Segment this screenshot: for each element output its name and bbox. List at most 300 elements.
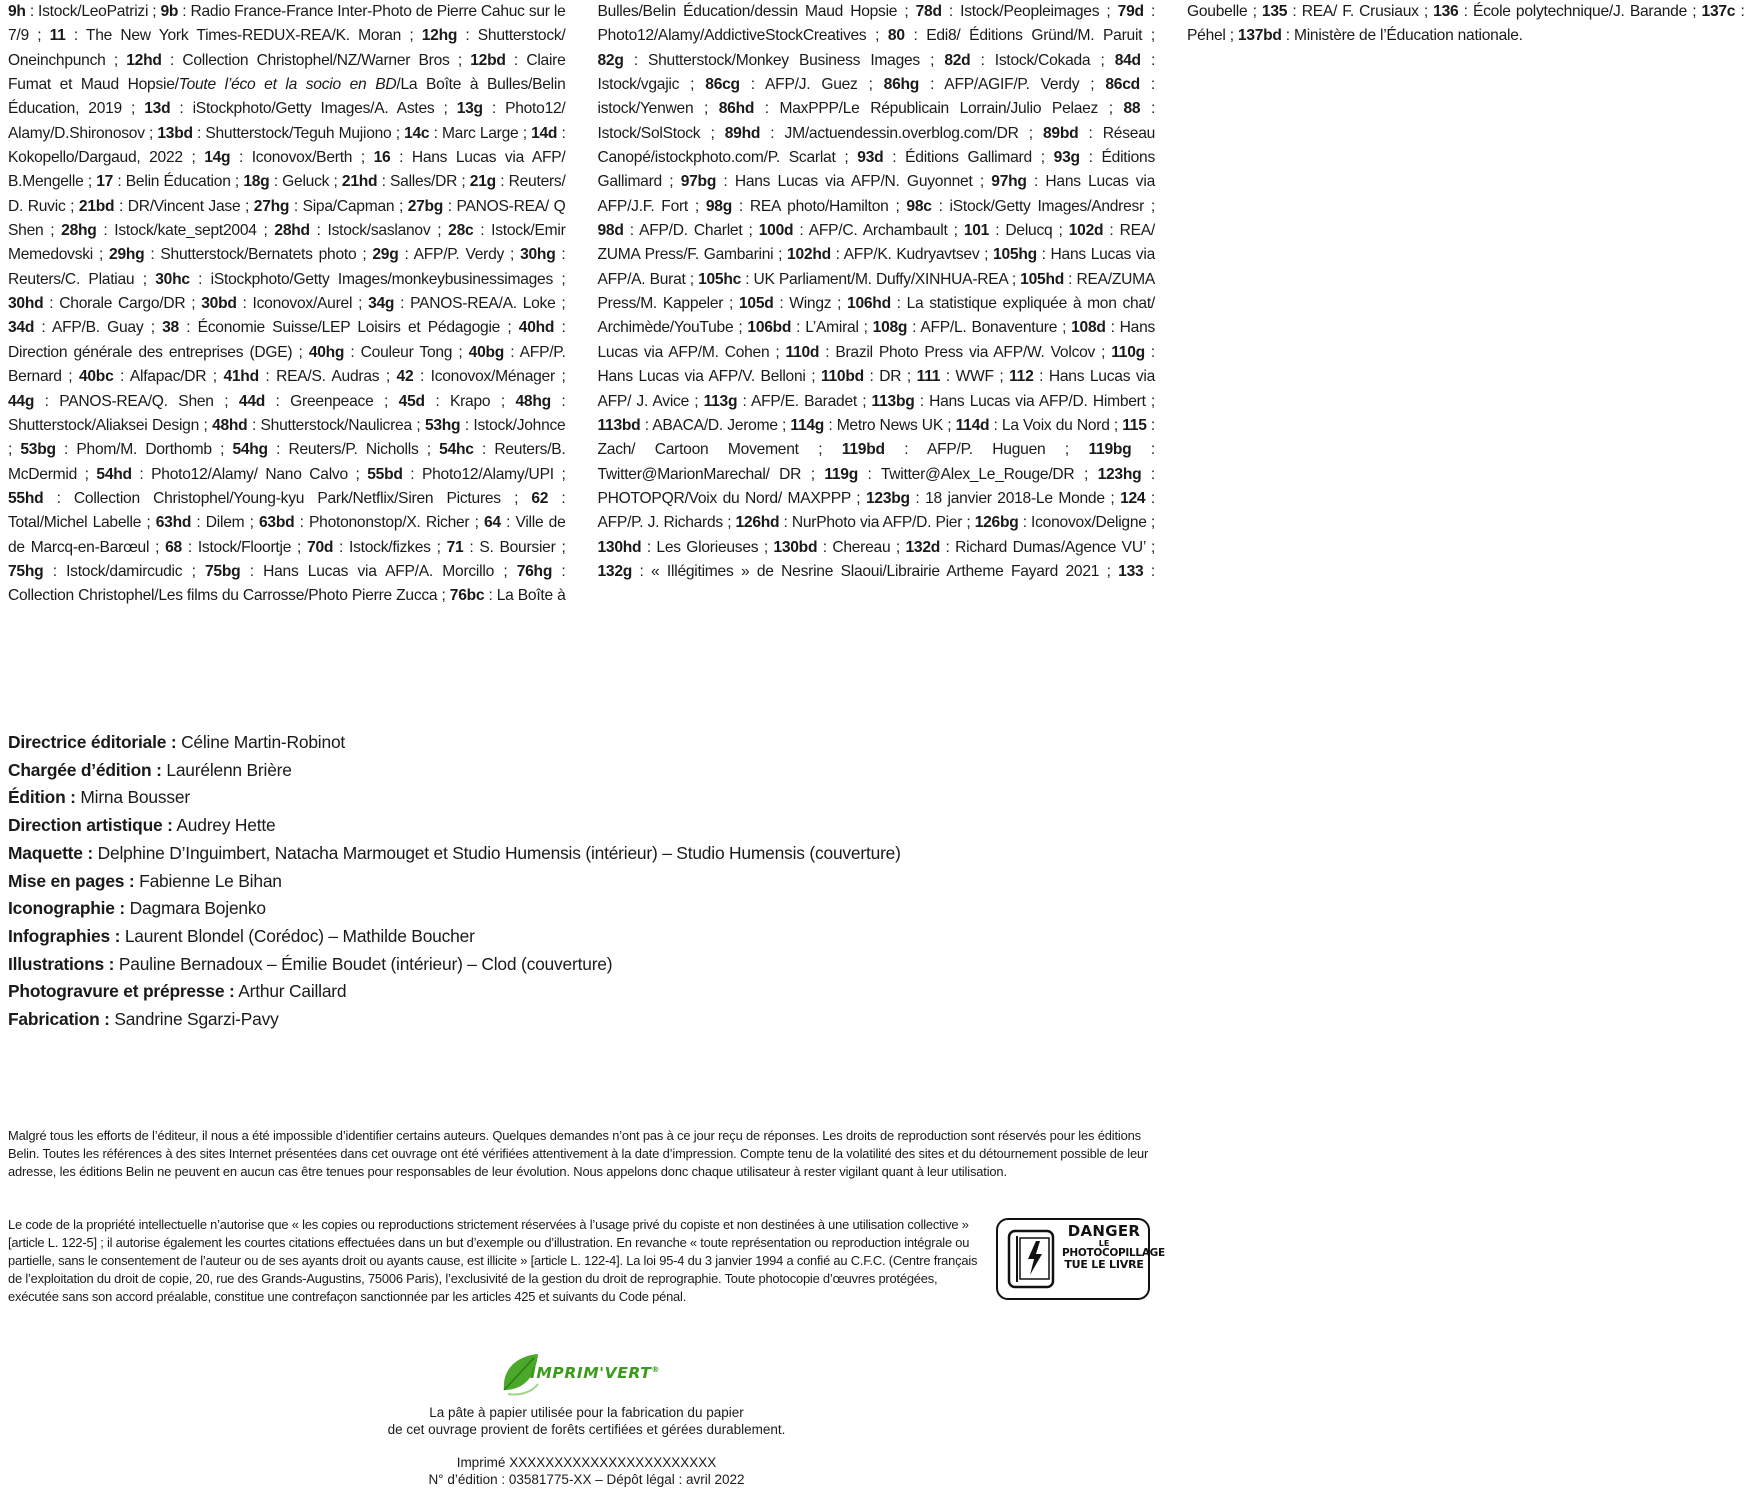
credit-source: Collection Christophel/Young-kyu Park/Netflix/Siren Pictures [73, 489, 501, 507]
credit-entry: 97hg : Hans Lucas via AFP/J.F. Fort [597, 173, 1155, 215]
credit-ref: 53bg [20, 441, 56, 459]
credit-entry: 86hg : AFP/AGIF/P. Verdy [883, 76, 1080, 94]
credit-source-suffix: /La Boîte à Bulles/Belin Éducation, 2019 [8, 76, 566, 118]
credit-entry: 18g : Geluck [243, 173, 330, 191]
staff-row [8, 978, 1158, 1006]
credit-source: Shutterstock/Monkey Business Images [647, 51, 920, 69]
credit-entry: 54hd : Photo12/Alamy/ Nano Calvo [96, 465, 348, 483]
credit-entry: 75bg : Hans Lucas via AFP/A. Morcillo [205, 562, 495, 580]
credit-source: Éditions Gallimard [905, 149, 1032, 167]
credit-ref: 111 [916, 368, 941, 386]
credit-ref: 105hg [993, 246, 1037, 264]
credit-entry: 42 : Iconovox/Ménager [396, 368, 555, 386]
credit-source: WWF [955, 368, 994, 386]
credit-ref: 113g [703, 392, 738, 410]
credit-entry: 132d : Richard Dumas/Agence VU’ [905, 538, 1146, 556]
credit-entry: 16 : Hans Lucas via AFP/ B.Mengelle [8, 149, 566, 191]
credit-source: Geluck [282, 173, 330, 191]
credit-ref: 40hg [308, 343, 345, 361]
credit-ref: 54hg [232, 441, 268, 459]
credit-entry: 135 : REA/ F. Crusiaux [1261, 3, 1419, 20]
credit-entry: 130bd : Chereau [773, 538, 891, 556]
credit-source: Alfapac/DR [129, 368, 207, 386]
credit-entry: 114d : La Voix du Nord [955, 416, 1110, 434]
credit-source: Éditions Gallimard [597, 149, 1155, 191]
credit-entry: 101 : Delucq [963, 222, 1053, 240]
credit-ref: 114g [790, 416, 825, 434]
credit-entry: 30hg : Reuters/C. Platiau [8, 246, 566, 288]
credit-source: REA/ZUMA Press/M. Kappeler [597, 270, 1156, 313]
staff-name: Céline Martin-Robinot [181, 732, 346, 752]
credit-entry: 48hg : Shutterstock/Aliaksei Design [8, 392, 566, 434]
credit-source: Iconovox/Aurel [252, 295, 353, 313]
staff-role: Chargée d’édition : [8, 759, 162, 780]
credit-source: PHOTOPQR/Voix du Nord/ MAXPPP [597, 489, 851, 507]
credit-entry: 40bc : Alfapac/DR [78, 368, 207, 386]
credit-ref: 55hd [8, 489, 44, 507]
photocopillage-logo [996, 1218, 1165, 1300]
credit-source: Delucq [1005, 222, 1053, 240]
danger-line-3: PHOTOCOPILLAGE [1062, 1247, 1165, 1260]
credit-entry: 110g : Hans Lucas via AFP/V. Belloni [597, 343, 1156, 386]
credit-entry: 9h : Istock/LeoPatrizi [8, 3, 149, 20]
credit-ref: 12hg [421, 27, 458, 45]
credit-source: Shutterstock/Naulicrea [260, 416, 412, 434]
credit-ref: 98c [906, 197, 932, 215]
credit-ref: 105hc [698, 270, 742, 288]
credit-source: UK Parliament/M. Duffy/XINHUA-REA [753, 270, 1008, 288]
credit-ref: 12hd [126, 51, 162, 69]
credit-ref: 76hg [516, 562, 553, 580]
credit-entry: 55hd : Collection Christophel/Young-kyu Park/Netflix/Siren Pictures [8, 489, 501, 507]
credit-source: Salles/DR [390, 173, 458, 191]
credit-ref: 82g [597, 51, 624, 69]
credit-source: REA/ F. Crusiaux [1301, 3, 1419, 20]
credit-source: AFP/B. Guay [51, 319, 144, 337]
credit-source: Istock/vgajic [597, 76, 680, 94]
staff-role: Édition : [8, 787, 76, 808]
credit-ref: 28hd [274, 222, 310, 240]
credit-entry: 113g : AFP/E. Baradet [703, 392, 857, 410]
credit-entry: 62 : Total/Michel Labelle [8, 489, 566, 532]
credit-entry: 106hd : La statistique expliquée à mon chat/ Archimède/YouTube [597, 295, 1156, 337]
credit-entry: 34d : AFP/B. Guay [8, 319, 144, 337]
credit-ref: 84d [1114, 51, 1141, 69]
credit-ref: 110d [785, 343, 820, 361]
registered-mark: ® [651, 1364, 661, 1374]
credit-ref: 27bg [407, 197, 444, 215]
credit-ref: 102hd [787, 246, 831, 264]
credit-source: Richard Dumas/Agence VU’ [955, 538, 1146, 556]
credit-entry: 84d : Istock/vgajic [597, 51, 1156, 94]
credit-ref: 86hd [718, 100, 755, 118]
credit-ref: 44d [238, 392, 266, 410]
credit-source: Direction générale des entreprises (DGE) [8, 343, 293, 361]
credit-ref: 9b [160, 3, 179, 20]
staff-name: Laurélenn Brière [166, 759, 292, 780]
credit-source: AFP/K. Kudryavtsev [843, 246, 980, 264]
credit-entry: 80 : Edi8/ Éditions Gründ/M. Paruit [887, 27, 1143, 45]
credit-ref: 40hd [518, 319, 555, 337]
credit-entry: 113bg : Hans Lucas via AFP/D. Himbert [871, 392, 1146, 410]
credit-ref: 68 [165, 538, 182, 556]
credit-source: Hans Lucas via AFP/M. Cohen [597, 319, 1156, 361]
credit-source: AFP/D. Charlet [639, 222, 743, 240]
credit-entry: 110bd : DR [820, 368, 902, 386]
credit-ref: 40bg [468, 343, 505, 361]
credit-ref: 100d [758, 222, 794, 240]
danger-line-4: TUE LE LIVRE [1064, 1258, 1144, 1272]
credit-ref: 106hd [847, 295, 891, 313]
credit-entry: 114g : Metro News UK [790, 416, 943, 434]
danger-line-2: LE [1098, 1238, 1110, 1248]
credit-entry: 82d : Istock/Cokada [944, 51, 1091, 69]
credit-entry: 136 : École polytechnique/J. Barande [1433, 3, 1688, 20]
staff-row [8, 868, 1158, 896]
credit-source: Photo12/Alamy/UPI [421, 465, 554, 483]
credit-ref: 97hg [991, 173, 1027, 191]
credit-ref: 75hg [8, 562, 44, 580]
credit-entry: 112 : Hans Lucas via AFP/ J. Avice [597, 368, 1156, 410]
credit-entry: 75hg : Istock/damircudic [8, 562, 183, 580]
credit-source: Photononstop/X. Richer [309, 514, 470, 532]
credit-source: Hans Lucas via AFP/V. Belloni [597, 368, 806, 386]
credit-entry: 28hd : Istock/saslanov [274, 222, 431, 240]
credit-ref: 133 [1118, 562, 1144, 580]
credit-entry: 63bd : Photononstop/X. Richer [258, 514, 470, 532]
credit-source: Greenpeace [290, 392, 374, 410]
credit-ref: 98g [705, 197, 732, 215]
credit-entry: 108d : Hans Lucas via AFP/M. Cohen [597, 319, 1156, 361]
credit-ref: 40bc [78, 368, 114, 386]
credit-entry: 14d : Kokopello/Dargaud, 2022 [8, 124, 566, 167]
staff-role: Direction artistique : [8, 815, 173, 836]
imprimvert-label [530, 1364, 660, 1382]
credit-entry: 53hg : Istock/Johnce [424, 416, 566, 434]
staff-row [8, 951, 1158, 979]
credit-source: Istock/kate_sept2004 [114, 222, 257, 240]
danger-text [1062, 1222, 1165, 1272]
credit-source: Collection Christophel/NZ/Warner Bros [182, 51, 450, 69]
credit-source: Photo12/ Alamy/D.Shironosov [8, 100, 566, 142]
staff-role: Fabrication : [8, 1009, 110, 1030]
credit-entry: 12hg : Shutterstock/ Oneinchpunch [8, 27, 566, 69]
photo-credits-section [8, 0, 1745, 612]
credit-source: Istock/Peopleimages [960, 3, 1100, 20]
credit-source: Twitter@Alex_Le_Rouge/DR [880, 465, 1075, 483]
credit-ref: 38 [162, 319, 179, 337]
credit-source: Shutterstock/Bernatets photo [160, 246, 357, 264]
credit-entry: 12hd : Collection Christophel/NZ/Warner Bros [126, 51, 450, 69]
credit-entry: 21hd : Salles/DR [341, 173, 458, 191]
staff-name: Laurent Blondel (Corédoc) – Mathilde Boucher [124, 925, 475, 946]
credit-entry: 13g : Photo12/ Alamy/D.Shironosov [8, 100, 566, 142]
credit-source: Phom/M. Dorthomb [76, 441, 212, 459]
credit-entry: 70d : Istock/fizkes [307, 538, 431, 556]
credit-entry: 40hd : Direction générale des entreprises (DGE) [8, 319, 566, 361]
credit-entry: 98c : iStock/Getty Images/Andresr [906, 197, 1145, 215]
credit-source: Dilem [205, 514, 245, 532]
credit-source: L’Amiral [805, 319, 859, 337]
credit-ref: 108g [872, 319, 908, 337]
credit-source: Total/Michel Labelle [8, 514, 142, 532]
credit-source: Istock/Cokada [994, 51, 1091, 69]
credit-source: Belin Éducation [125, 173, 231, 191]
credit-ref: 71 [446, 538, 464, 556]
credit-source: Hans Lucas via AFP/ J. Avice [597, 368, 1156, 410]
credit-entry: 124 : AFP/P. J. Richards [597, 489, 1156, 532]
credit-source: Istock/Floortje [197, 538, 292, 556]
credit-ref: 98d [597, 222, 624, 240]
credit-ref: 105d [738, 295, 774, 313]
credit-ref: 135 [1261, 3, 1288, 20]
credit-ref: 93g [1053, 149, 1080, 167]
credit-entry: 30hd : Chorale Cargo/DR [8, 295, 186, 313]
credit-ref: 63hd [155, 514, 192, 532]
credit-entry: 13d : iStockphoto/Getty Images/A. Astes [144, 100, 435, 118]
credit-ref: 11 [49, 27, 66, 45]
credit-source: PANOS-REA/Q. Shen [59, 392, 214, 410]
credit-ref: 130hd [597, 538, 642, 556]
credit-entry: 38 : Économie Suisse/LEP Loisirs et Pédagogie [162, 319, 501, 337]
credit-entry: 28hg : Istock/kate_sept2004 [61, 222, 257, 240]
credit-source: Reuters/ D. Ruvic [8, 173, 566, 215]
credit-entry: 76hg : Collection Christophel/Les films du Carrosse/Photo Pierre Zucca [8, 562, 566, 605]
credit-ref: 126bg [974, 514, 1019, 532]
credit-entry: 53bg : Phom/M. Dorthomb [20, 441, 212, 459]
credit-source: AFP/E. Baradet [750, 392, 857, 410]
credit-ref: 55bd [367, 465, 403, 483]
credit-source: Péhel [1187, 27, 1226, 45]
book-lightning-icon [1006, 1228, 1060, 1290]
credit-source: Chorale Cargo/DR [59, 295, 186, 313]
credit-ref: 34d [8, 319, 35, 337]
danger-line-1: DANGER [1067, 1222, 1141, 1240]
credit-source: Zach/ Cartoon Movement [597, 441, 799, 459]
credit-source: istock/Yenwen [597, 100, 694, 118]
staff-name: Sandrine Sgarzi-Pavy [114, 1009, 279, 1030]
credit-source: Ville de de Marcq-en-Barœul [8, 514, 566, 556]
credit-entry: 45d : Krapo [398, 392, 491, 410]
credit-source: École polytechnique/J. Barande [1472, 3, 1688, 20]
credit-entry: 105hg : Hans Lucas via AFP/A. Burat [597, 246, 1156, 288]
credit-source: Couleur Tong [360, 343, 453, 361]
credit-source: S. Boursier [479, 538, 556, 556]
credit-entry: 44g : PANOS-REA/Q. Shen [8, 392, 214, 410]
credit-entry: 133 : Goubelle [1118, 3, 1248, 580]
credit-ref: 89hd [724, 124, 761, 142]
credit-ref: 126hd [735, 514, 780, 532]
credit-source: Edi8/ Éditions Gründ/M. Paruit [926, 27, 1143, 45]
credit-source: Krapo [449, 392, 491, 410]
credit-ref: 79d [1117, 3, 1144, 20]
credit-source: PANOS-REA/ Q Shen [8, 197, 566, 240]
credit-ref: 54hc [439, 441, 474, 459]
credit-ref: 21hd [341, 173, 378, 191]
credit-entry: 54hc : Reuters/B. McDermid [8, 441, 566, 483]
credit-source: Shutterstock/ Oneinchpunch [8, 27, 566, 69]
credit-entry: 102d : REA/ ZUMA Press/F. Gambarini [597, 222, 1155, 264]
credit-source: Istock/SolStock [597, 124, 701, 142]
credit-source: « Illégitimes » de Nesrine Slaoui/Librairie Artheme Fayard 2021 [651, 562, 1100, 580]
credit-ref: 86cd [1105, 76, 1140, 94]
credit-entry: 27bg : PANOS-REA/ Q Shen [8, 197, 566, 240]
staff-name: Fabienne Le Bihan [139, 870, 282, 891]
credit-source: The New York Times-REDUX-REA/K. Moran [85, 27, 402, 45]
credit-ref: 14g [204, 149, 231, 167]
credit-entry: 48hd : Shutterstock/Naulicrea [212, 416, 412, 434]
credit-ref: 82d [944, 51, 971, 69]
credit-entry: 93d : Éditions Gallimard [857, 149, 1032, 167]
credit-source: AFP/P. J. Richards [597, 514, 723, 532]
staff-name: Dagmara Bojenko [129, 898, 266, 919]
credit-source: Hans Lucas via AFP/A. Burat [597, 246, 1156, 288]
credit-ref: 76bc [449, 587, 485, 605]
credit-entry: 14g : Iconovox/Berth [204, 149, 353, 167]
staff-row [8, 784, 1158, 812]
credit-source: MaxPPP/Le Républicain Lorrain/Julio Pelaez [779, 100, 1099, 118]
credit-source: AFP/P. Huguen [926, 441, 1046, 459]
credit-ref: 106bd [747, 319, 792, 337]
credit-ref: 119bd [841, 441, 885, 459]
credit-source: Marc Large [441, 124, 519, 142]
staff-name: Pauline Bernadoux – Émilie Boudet (intérieur) – Clod (couverture) [118, 953, 613, 974]
credit-entry: 105hd : REA/ZUMA Press/M. Kappeler [597, 270, 1156, 313]
credit-entry: 97bg : Hans Lucas via AFP/N. Guyonnet [680, 173, 973, 191]
disclaimer-paragraph: Malgré tous les efforts de l’éditeur, il nous a été impossible d’identifier certains auteurs. Quelques demandes n’ont pas à ce jour reçu de réponses. Les droits de reproduction sont réservés pour les éditions Belin. Toutes les références à des sites Internet présentées dans cet ouvrage ont été vérifiées attentivement à la date d’impression. Compte tenu de la volatilité des sites et du détournement possible de leur adresse, les éditions Belin ne peuvent en aucun cas être tenues pour responsables de leur évolution. Nous appelons donc chaque utilisateur à rester vigilant quant à leur utilisation. [8, 1128, 1149, 1179]
credit-entry: 30hc : iStockphoto/Getty Images/monkeybusinessimages [155, 270, 554, 288]
credit-source: Hans Lucas via AFP/D. Himbert [929, 392, 1146, 410]
credit-source: Photo12/Alamy/AddictiveStockCreatives [597, 27, 867, 45]
credit-ref: 124 [1120, 489, 1146, 507]
credit-source: La Boîte à Bulles/Belin Éducation/dessin Maud Hopsie [496, 3, 898, 605]
credit-source: Istock/Johnce [473, 416, 566, 434]
credit-entry: 119g : Twitter@Alex_Le_Rouge/DR [824, 465, 1075, 483]
credit-source: Shutterstock/Aliaksei Design [8, 416, 200, 434]
credit-source: REA/S. Audras [276, 368, 380, 386]
credit-source: Reuters/B. McDermid [8, 441, 566, 483]
credit-entry: 27hg : Sipa/Capman [253, 197, 395, 215]
credit-source: Sipa/Capman [302, 197, 395, 215]
credit-ref: 97bg [680, 173, 717, 191]
credit-source: Metro News UK [836, 416, 943, 434]
copyright-legal-paragraph: Le code de la propriété intellectuelle n’autorise que « les copies ou reproductions strictement réservées à l’usage privé du copiste et non destinées à une utilisation collective » [article L. 122-5] ; il autorise également les courtes citations effectuées dans un but d’exemple ou d’illustration. En revanche « toute représentation ou reproduction intégrale ou partielle, sans le consentement de l’auteur ou de ses ayants droit ou ayants cause, est illicite » [article L. 122-4]. La loi 95-4 du 3 janvier 1994 a confié au C.F.C. (Centre français de l’exploitation du droit de copie, 20, rue des Grands-Augustins, 75006 Paris), l’exclusivité de la gestion du droit de reprographie. Toute photocopie d’œuvres protégées, exécutée sans son accord préalable, constitue une contrefaçon sanctionnée par les articles 425 et suivants du Code pénal. [8, 1217, 978, 1304]
credit-ref: 44g [8, 392, 35, 410]
credit-ref: 137c [1701, 3, 1736, 20]
credit-ref: 113bd [597, 416, 641, 434]
credit-source: Brazil Photo Press via AFP/W. Volcov [835, 343, 1102, 361]
credit-entry: 30bd : Iconovox/Aurel [201, 295, 353, 313]
credit-source: Hans Lucas via AFP/A. Morcillo [263, 562, 495, 580]
credit-ref: 34g [368, 295, 395, 313]
credit-ref: 136 [1433, 3, 1459, 20]
credit-entry: 12bd : Claire Fumat et Maud Hopsie/Toute l’éco et la socio en BD/La Boîte à Bulles/Belin Éducation, 2019 [8, 51, 566, 118]
credit-entry: 86cd : istock/Yenwen [597, 76, 1155, 118]
credit-source: ABACA/D. Jerome [652, 416, 778, 434]
credit-source: Kokopello/Dargaud, 2022 [8, 149, 183, 167]
credit-source: Réseau Canopé/istockphoto.com/P. Scarlat [597, 124, 1156, 167]
credit-ref: 80 [887, 27, 905, 45]
credit-ref: 48hg [515, 392, 551, 410]
credit-source: JM/actuendessin.overblog.com/DR [784, 124, 1019, 142]
credit-source: DR/Vincent Jase [127, 197, 241, 215]
credit-entry: 88 : Istock/SolStock [597, 100, 1156, 142]
staff-name: Delphine D’Inguimbert, Natacha Marmouget et Studio Humensis (intérieur) – Studio Humensis (couverture) [97, 842, 901, 863]
credit-source: Hans Lucas via AFP/ B.Mengelle [8, 149, 566, 191]
credit-entry: 89bd : Réseau Canopé/istockphoto.com/P. Scarlat [597, 124, 1156, 167]
credit-source: Ministère de l’Éducation nationale. [1293, 27, 1523, 45]
credit-ref: 12bd [470, 51, 506, 69]
credit-entry: 93g : Éditions Gallimard [597, 149, 1155, 191]
credit-entry: 71 : S. Boursier [446, 538, 556, 556]
staff-row [8, 895, 1158, 923]
credit-source: Hans Lucas via AFP/N. Guyonnet [734, 173, 973, 191]
credit-ref: 89bd [1043, 124, 1079, 142]
credit-entry: 119bg : Twitter@MarionMarechal/ DR [597, 441, 1155, 483]
credit-source: AFP/C. Archambault [808, 222, 948, 240]
credit-ref: 62 [531, 489, 549, 507]
credit-ref: 119bg [1088, 441, 1132, 459]
credit-ref: 30hg [520, 246, 556, 264]
credit-entry: 111 : WWF [916, 368, 994, 386]
credit-ref: 115 [1122, 416, 1147, 434]
staff-row [8, 923, 1158, 951]
credit-source: Claire Fumat et Maud Hopsie/ [8, 51, 566, 94]
credit-source: Twitter@MarionMarechal/ DR [597, 465, 802, 483]
credit-ref: 110bd [820, 368, 864, 386]
credit-entry: 102hd : AFP/K. Kudryavtsev [787, 246, 980, 264]
credit-source: AFP/J. Guez [765, 76, 858, 94]
credit-ref: 13d [144, 100, 171, 118]
credit-entry: 106bd : L’Amiral [747, 319, 859, 337]
credit-entry: 29hg : Shutterstock/Bernatets photo [109, 246, 357, 264]
credit-ref: 108d [1071, 319, 1106, 337]
staff-role: Maquette : [8, 842, 93, 863]
credit-ref: 30hd [8, 295, 44, 313]
credit-entry: 110d : Brazil Photo Press via AFP/W. Volcov [785, 343, 1102, 361]
credit-source: DR [879, 368, 902, 386]
credit-entry: 54hg : Reuters/P. Nicholls [232, 441, 419, 459]
credit-entry: 13bd : Shutterstock/Teguh Mujiono [157, 124, 392, 142]
staff-role: Photogravure et prépresse : [8, 981, 235, 1002]
credit-entry: 126bg : Iconovox/Deligne [974, 514, 1147, 532]
credit-source: Reuters/C. Platiau [8, 270, 135, 288]
staff-role: Infographies : [8, 925, 121, 946]
credit-ref: 70d [307, 538, 334, 556]
credit-ref: 54hd [96, 465, 132, 483]
credit-source: PANOS-REA/A. Loke [410, 295, 556, 313]
staff-row [8, 757, 1158, 785]
credit-source: Les Glorieuses [656, 538, 759, 556]
credit-source: Istock/saslanov [327, 222, 431, 240]
credit-source: iStock/Getty Images/Andresr [949, 197, 1145, 215]
credit-source: REA/ ZUMA Press/F. Gambarini [597, 222, 1155, 264]
credit-ref: 30hc [155, 270, 190, 288]
credit-ref: 21bd [78, 197, 115, 215]
credit-ref: 18g [243, 173, 270, 191]
credit-entry: 86cg : AFP/J. Guez [705, 76, 858, 94]
credit-source: 18 janvier 2018-Le Monde [925, 489, 1105, 507]
credit-entry: 9b : Radio France-France Inter-Photo de Pierre Cahuc sur le 7/9 [8, 3, 566, 45]
credit-source: Radio France-France Inter-Photo de Pierre Cahuc sur le 7/9 [8, 3, 566, 45]
credit-entry: 64 : Ville de de Marcq-en-Barœul [8, 514, 566, 556]
credit-ref: 14c [404, 124, 430, 142]
credit-ref: 93d [857, 149, 884, 167]
credit-entry: 105hc : UK Parliament/M. Duffy/XINHUA-REA [698, 270, 1008, 288]
credit-ref: 48hd [212, 416, 248, 434]
credit-ref: 113bg [871, 392, 915, 410]
credit-ref: 114d [955, 416, 990, 434]
